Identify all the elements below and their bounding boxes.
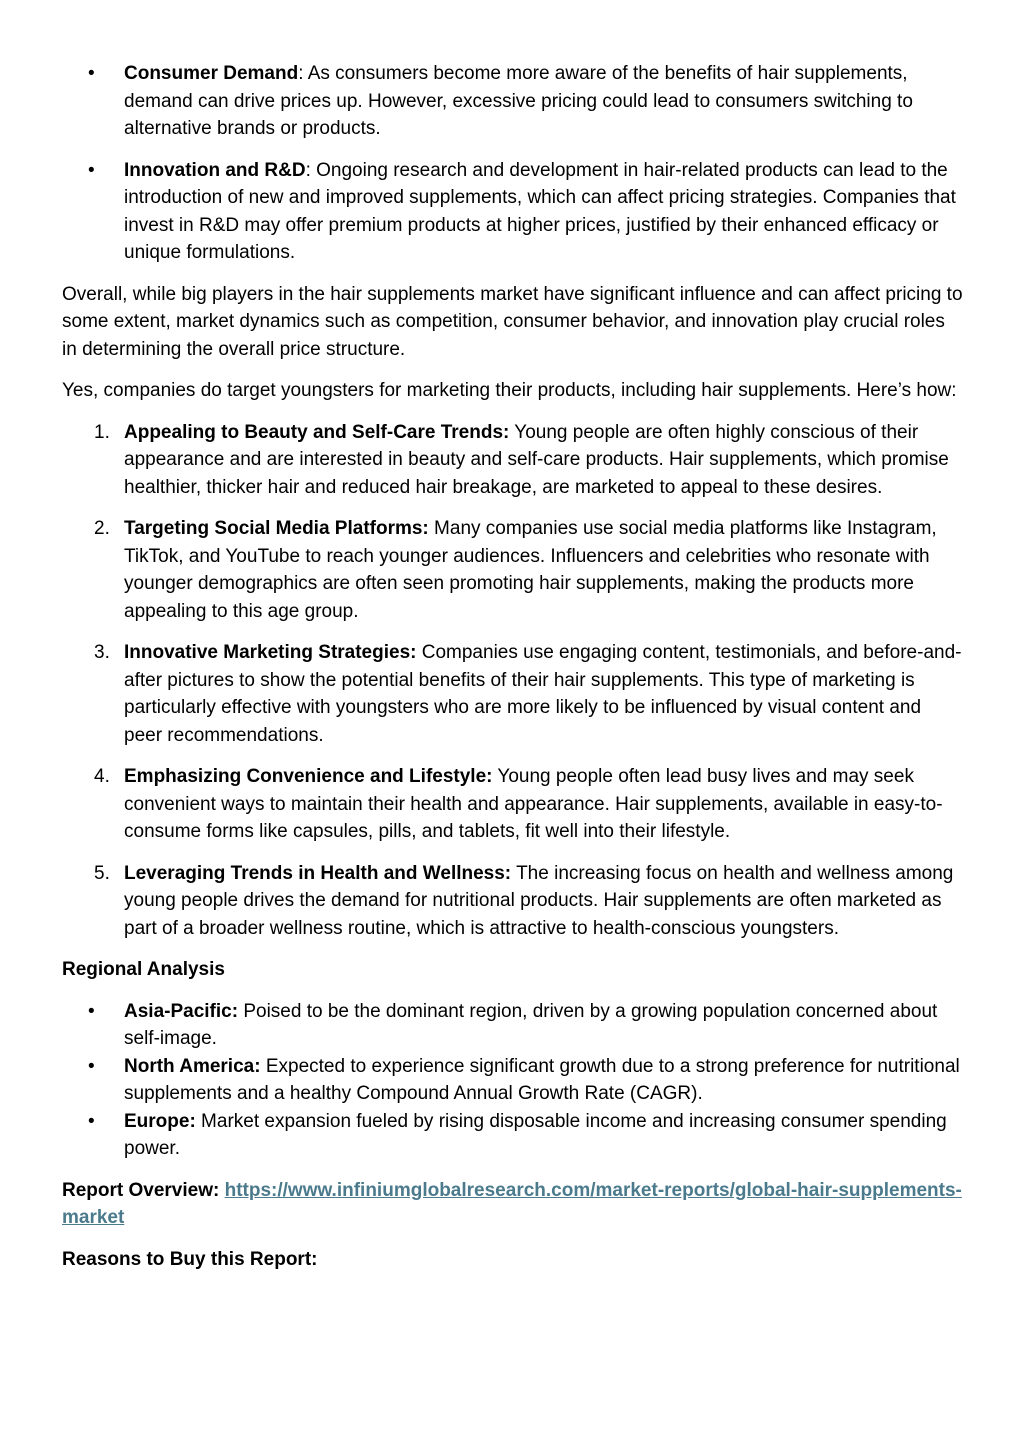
list-item-title: Europe: <box>124 1110 196 1132</box>
list-item-title: Innovative Marketing Strategies: <box>124 642 417 663</box>
list-number: 2. <box>94 518 110 539</box>
list-item-text: Young people often lead busy lives and may seek convenient ways to maintain their health and appearance. Hair supplements, available in easy-to-consume forms like capsules, pills, and tablets, fit well into their lifestyle. <box>124 766 943 842</box>
list-item <box>62 157 963 267</box>
report-overview <box>62 1177 963 1232</box>
top-bullet-list <box>62 60 963 267</box>
regional-analysis-heading: Regional Analysis <box>62 959 225 980</box>
list-item <box>62 763 963 846</box>
list-number: 5. <box>94 862 110 884</box>
list-item-title: Emphasizing Convenience and Lifestyle: <box>124 766 493 787</box>
list-item-text: Market expansion fueled by rising disposable income and increasing consumer spending power. <box>124 1110 947 1159</box>
bullet-marker: • <box>88 1000 95 1022</box>
paragraph-overall: Overall, while big players in the hair supplements market have significant influence and can affect pricing to some extent, market dynamics such as competition, consumer behavior, and innovation play crucial roles in determining the overall price structure. <box>62 283 963 360</box>
bullet-marker: • <box>88 1110 95 1132</box>
bullet-marker: • <box>88 1055 95 1077</box>
list-item <box>62 1053 963 1108</box>
list-item-text: Many companies use social media platforms like Instagram, TikTok, and YouTube to reach younger audiences. Influencers and celebrities who resonate with younger demographics are often seen promoting hair supplements, making the products more appealing to this age group. <box>124 518 937 622</box>
report-overview-label: Report Overview: <box>62 1179 220 1201</box>
bullet-marker: • <box>88 63 95 84</box>
list-item-text: : Ongoing research and development in hair-related products can lead to the introduction of new and improved supplements, which can affect pricing strategies. Companies that invest in R&D may offer premium products at higher prices, justified by their enhanced efficacy or unique formulations. <box>124 159 956 263</box>
list-number: 3. <box>94 642 110 663</box>
list-item-title: Targeting Social Media Platforms: <box>124 518 429 539</box>
list-item <box>62 639 963 749</box>
list-item-text: : As consumers become more aware of the benefits of hair supplements, demand can drive prices up. However, excessive pricing could lead to consumers switching to alternative brands or products. <box>124 63 913 139</box>
list-number: 1. <box>94 421 110 443</box>
list-item-title: Asia-Pacific: <box>124 1000 239 1022</box>
list-item <box>62 60 963 143</box>
list-item <box>62 998 963 1053</box>
list-item <box>62 860 963 943</box>
list-item-text: The increasing focus on health and wellness among young people drives the demand for nutritional products. Hair supplements are often marketed as part of a broader wellness routine, which is attractive to health-conscious youngsters. <box>124 862 954 939</box>
list-item <box>62 1108 963 1163</box>
list-item-title: North America: <box>124 1055 261 1077</box>
list-item-text: Companies use engaging content, testimonials, and before-and-after pictures to show the potential benefits of their hair supplements. This type of marketing is particularly effective with youngsters who are more likely to be influenced by visual content and peer recommendations. <box>124 642 962 746</box>
list-item-text: Expected to experience significant growth due to a strong preference for nutritional supplements and a healthy Compound Annual Growth Rate (CAGR). <box>124 1055 960 1104</box>
marketing-numbered-list <box>62 419 963 943</box>
list-item <box>62 515 963 625</box>
report-overview-link[interactable]: https://www.infiniumglobalresearch.com/market-reports/global-hair-supplements-market <box>62 1179 962 1228</box>
regions-bullet-list <box>62 998 963 1163</box>
list-item-text: Young people are often highly conscious of their appearance and are interested in beauty and self-care products. Hair supplements, which promise healthier, thicker hair and reduced hair breakage, are marketed to appeal to these desires. <box>124 421 949 498</box>
list-item <box>62 419 963 502</box>
reasons-heading: Reasons to Buy this Report: <box>62 1248 318 1270</box>
list-item-title: Leveraging Trends in Health and Wellness: <box>124 862 512 884</box>
list-item-title: Consumer Demand <box>124 63 299 84</box>
paragraph-youngsters: Yes, companies do target youngsters for marketing their products, including hair supplements. Here’s how: <box>62 380 957 401</box>
list-item-title: Appealing to Beauty and Self-Care Trends: <box>124 421 510 443</box>
list-item-text: Poised to be the dominant region, driven by a growing population concerned about self-image. <box>124 1000 938 1049</box>
list-item-title: Innovation and R&D <box>124 159 306 181</box>
bullet-marker: • <box>88 159 95 181</box>
list-number: 4. <box>94 766 110 787</box>
